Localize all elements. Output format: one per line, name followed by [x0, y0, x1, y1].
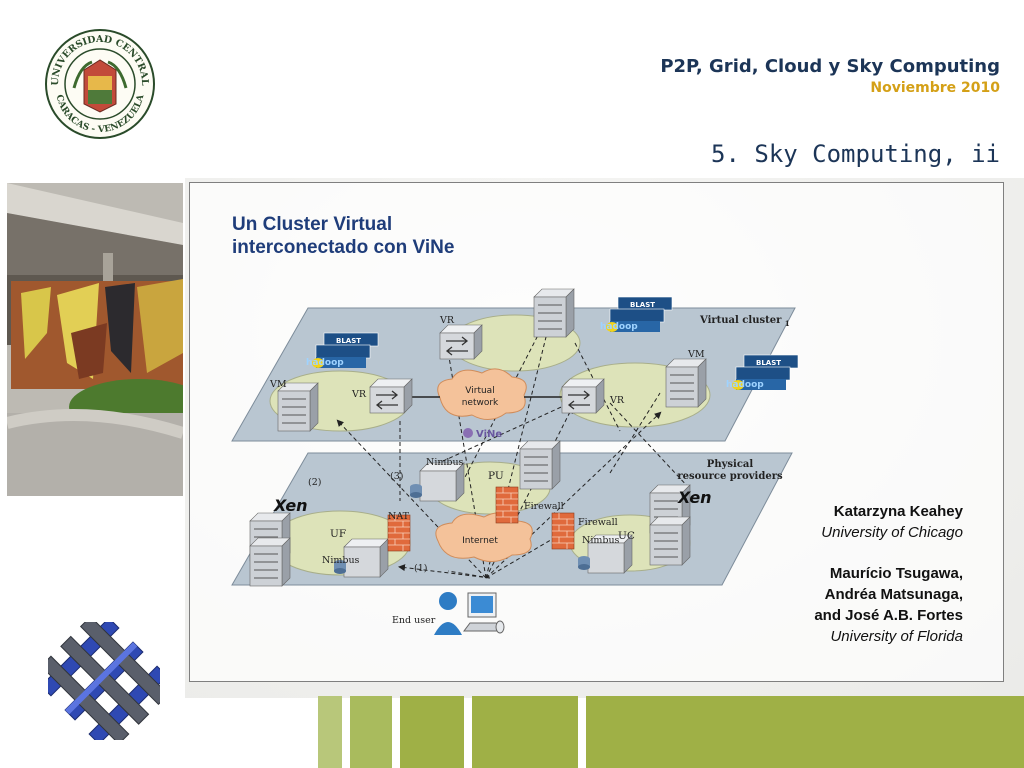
panel-title-line-1: Un Cluster Virtual — [232, 214, 393, 235]
virtual-network-label-1: Virtual — [465, 386, 495, 396]
credit-author-1: Katarzyna Keahey — [833, 503, 963, 520]
virtual-cluster-label: Virtual cluster — [700, 315, 782, 326]
firewall-label-uc: Firewall — [578, 517, 618, 528]
diagram-panel — [189, 182, 1004, 682]
slide-title: 5. Sky Computing, ii — [711, 140, 1000, 168]
presentation-date: Noviembre 2010 — [870, 80, 1000, 96]
credit-author-3: Andréa Matsunaga, — [824, 586, 963, 603]
virtual-router-left — [370, 379, 412, 413]
end-user-label: End user — [392, 615, 436, 626]
institution-logo — [48, 622, 160, 740]
blast-text-right: BLAST — [756, 359, 782, 367]
step-label-3: (3) — [390, 471, 404, 482]
xen-logo-right: Xen — [678, 488, 712, 507]
virtual-router-top — [440, 325, 482, 359]
credits-block — [814, 501, 963, 647]
campus-photo-image — [7, 183, 183, 496]
site-label-uf: UF — [330, 528, 347, 540]
nimbus-label-uc: Nimbus — [582, 535, 620, 546]
virtual-router-right — [562, 379, 604, 413]
nat-label: NAT — [388, 511, 409, 522]
vr-label-right: VR — [610, 395, 625, 406]
hadoop-text-top: hadoop — [600, 322, 638, 332]
pu-server — [520, 441, 560, 489]
xen-logo-left: Xen — [274, 496, 308, 515]
footer-bar-2 — [350, 696, 392, 768]
seal-bottom-text: CARACAS - VENEZUELA — [53, 93, 147, 136]
hadoop-text-right: hadoop — [726, 380, 764, 390]
footer-bar-5 — [586, 696, 1024, 768]
nimbus-label-uf: Nimbus — [322, 555, 360, 566]
hadoop-text-left: hadoop — [306, 358, 344, 368]
vr-label-left: VR — [352, 389, 367, 400]
vm-label-right: VM — [688, 349, 705, 360]
nimbus-label-pu: Nimbus — [426, 457, 464, 468]
virtual-network-label-2: network — [461, 398, 499, 408]
firewall-pu — [496, 487, 518, 523]
vm-server-top — [534, 289, 574, 337]
vm-label-left: VM — [270, 379, 287, 390]
virtual-cluster-subscript: 1 — [784, 319, 790, 328]
internet-label: Internet — [462, 536, 498, 546]
step-label-1: (1) — [414, 563, 428, 574]
credit-author-4: and José A.B. Fortes — [814, 607, 963, 624]
uf-server-rack-2 — [250, 538, 290, 586]
blast-text-top: BLAST — [630, 301, 656, 309]
physical-label-line-2: resource providers — [677, 471, 783, 482]
footer-bar-3 — [400, 696, 464, 768]
site-label-pu: PU — [488, 470, 504, 482]
vine-logo-text: ViNe — [476, 429, 503, 440]
credit-affiliation-2: University of Florida — [830, 628, 963, 645]
credit-affiliation-1: University of Chicago — [821, 524, 963, 541]
panel-title-line-2: interconectado con ViNe — [232, 237, 455, 258]
step-label-2: (2) — [308, 477, 322, 488]
uc-server-rack-2 — [650, 517, 690, 565]
presentation-title: P2P, Grid, Cloud y Sky Computing — [660, 56, 1000, 77]
site-label-uc: UC — [618, 530, 635, 542]
vm-server-left — [278, 383, 318, 431]
firewall-label-pu: Firewall — [524, 501, 564, 512]
seal-top-text: UNIVERSIDAD CENTRAL — [49, 33, 151, 86]
footer-bar-1 — [318, 696, 342, 768]
blast-text-left: BLAST — [336, 337, 362, 345]
vm-server-right — [666, 359, 706, 407]
university-seal-logo — [44, 26, 156, 142]
end-user-icon — [434, 592, 504, 635]
physical-label-line-1: Physical — [706, 459, 754, 470]
footer-bar-4 — [472, 696, 578, 768]
vr-label-top: VR — [440, 315, 455, 326]
credit-author-2: Maurício Tsugawa, — [829, 565, 963, 582]
firewall-uc — [552, 513, 574, 549]
